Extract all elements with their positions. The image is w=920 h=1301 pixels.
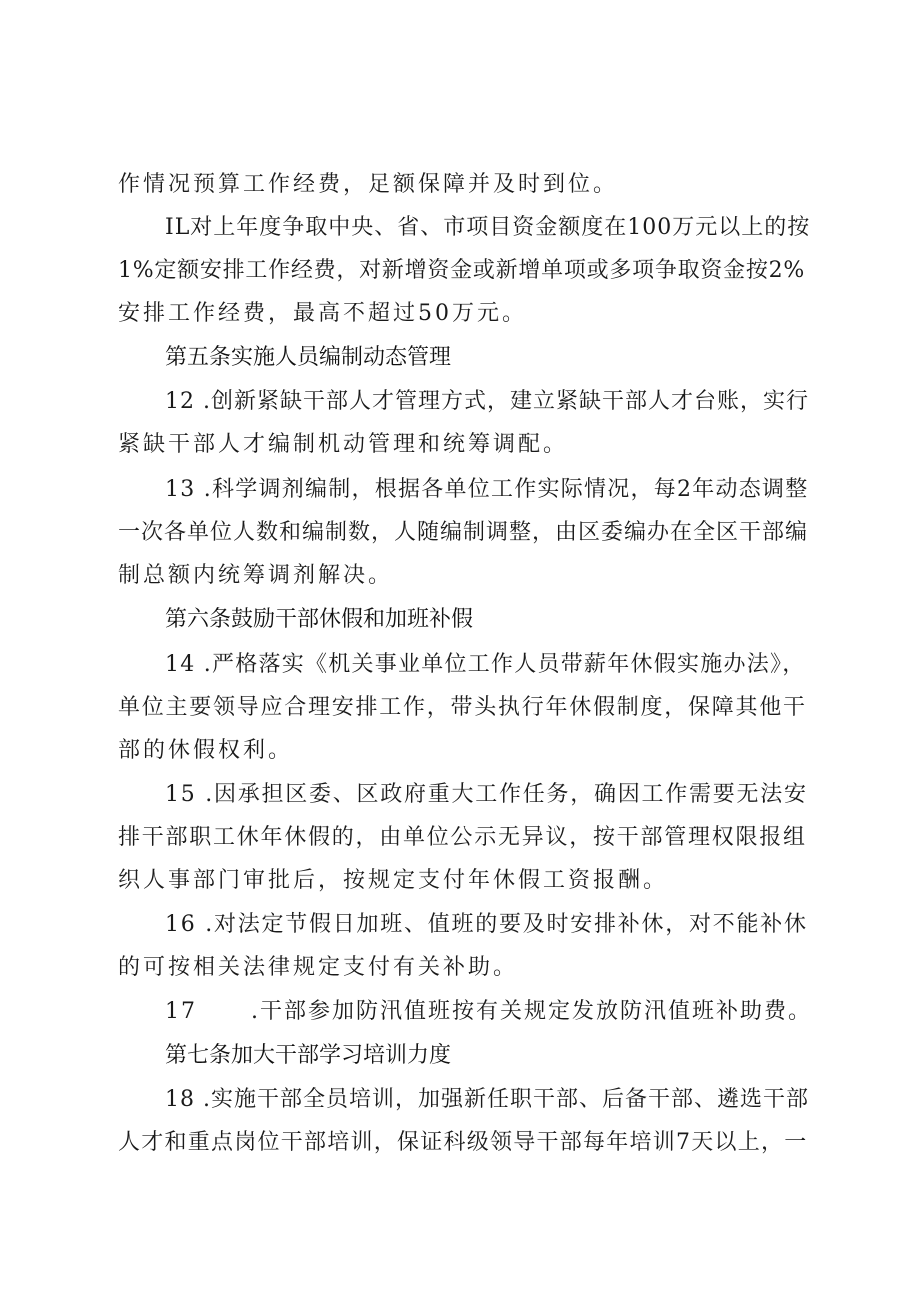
body-line: 排干部职工休年休假的，由单位公示无异议，按干部管理权限报组 — [118, 825, 807, 850]
body-line: 安排工作经费，最高不超过50万元。 — [118, 301, 527, 326]
body-line: 15 .因承担区委、区政府重大工作任务，确因工作需要无法安 — [165, 782, 808, 807]
body-line: 作情况预算工作经费，足额保障并及时到位。 — [118, 172, 619, 197]
body-line: 织人事部门审批后，按规定支付年休假工资报酬。 — [118, 868, 669, 893]
body-line: 制总额内统筹调剂解决。 — [118, 563, 394, 588]
body-line: 部的休假权利。 — [118, 738, 294, 763]
body-line: 12 .创新紧缺干部人才管理方式，建立紧缺干部人才台账，实行 — [165, 389, 809, 414]
body-line: 14 .严格落实《机关事业单位工作人员带薪年休假实施办法》， — [165, 652, 806, 677]
body-line: IL对上年度争取中央、省、市项目资金额度在100万元以上的按 — [165, 215, 811, 240]
section-heading: 第七条加大干部学习培训力度 — [165, 1043, 452, 1068]
body-line: 的可按相关法律规定支付有关补助。 — [118, 955, 519, 980]
body-line: 单位主要领导应合理安排工作，带头执行年休假制度，保障其他干 — [118, 695, 807, 720]
section-heading: 第六条鼓励干部休假和加班补假 — [165, 607, 474, 632]
body-line: 人才和重点岗位干部培训，保证科级领导干部每年培训7天以上，一 — [118, 1130, 808, 1155]
body-line: 紧缺干部人才编制机动管理和统筹调配。 — [118, 432, 569, 457]
body-line: 1%定额安排工作经费，对新增资金或新增单项或多项争取资金按2% — [118, 258, 806, 283]
body-line: 16 .对法定节假日加班、值班的要及时安排补休，对不能补休 — [165, 912, 808, 937]
body-line: 13 .科学调剂编制，根据各单位工作实际情况，每2年动态调整 — [165, 477, 809, 502]
body-line: 18 .实施干部全员培训，加强新任职干部、后备干部、遴选干部 — [165, 1087, 809, 1112]
section-heading: 第五条实施人员编制动态管理 — [165, 345, 452, 370]
body-line: 17 .干部参加防汛值班按有关规定发放防汛值班补助费。 — [165, 999, 812, 1024]
body-line: 一次各单位人数和编制数，人随编制调整，由区委编办在全区干部编 — [118, 520, 809, 545]
